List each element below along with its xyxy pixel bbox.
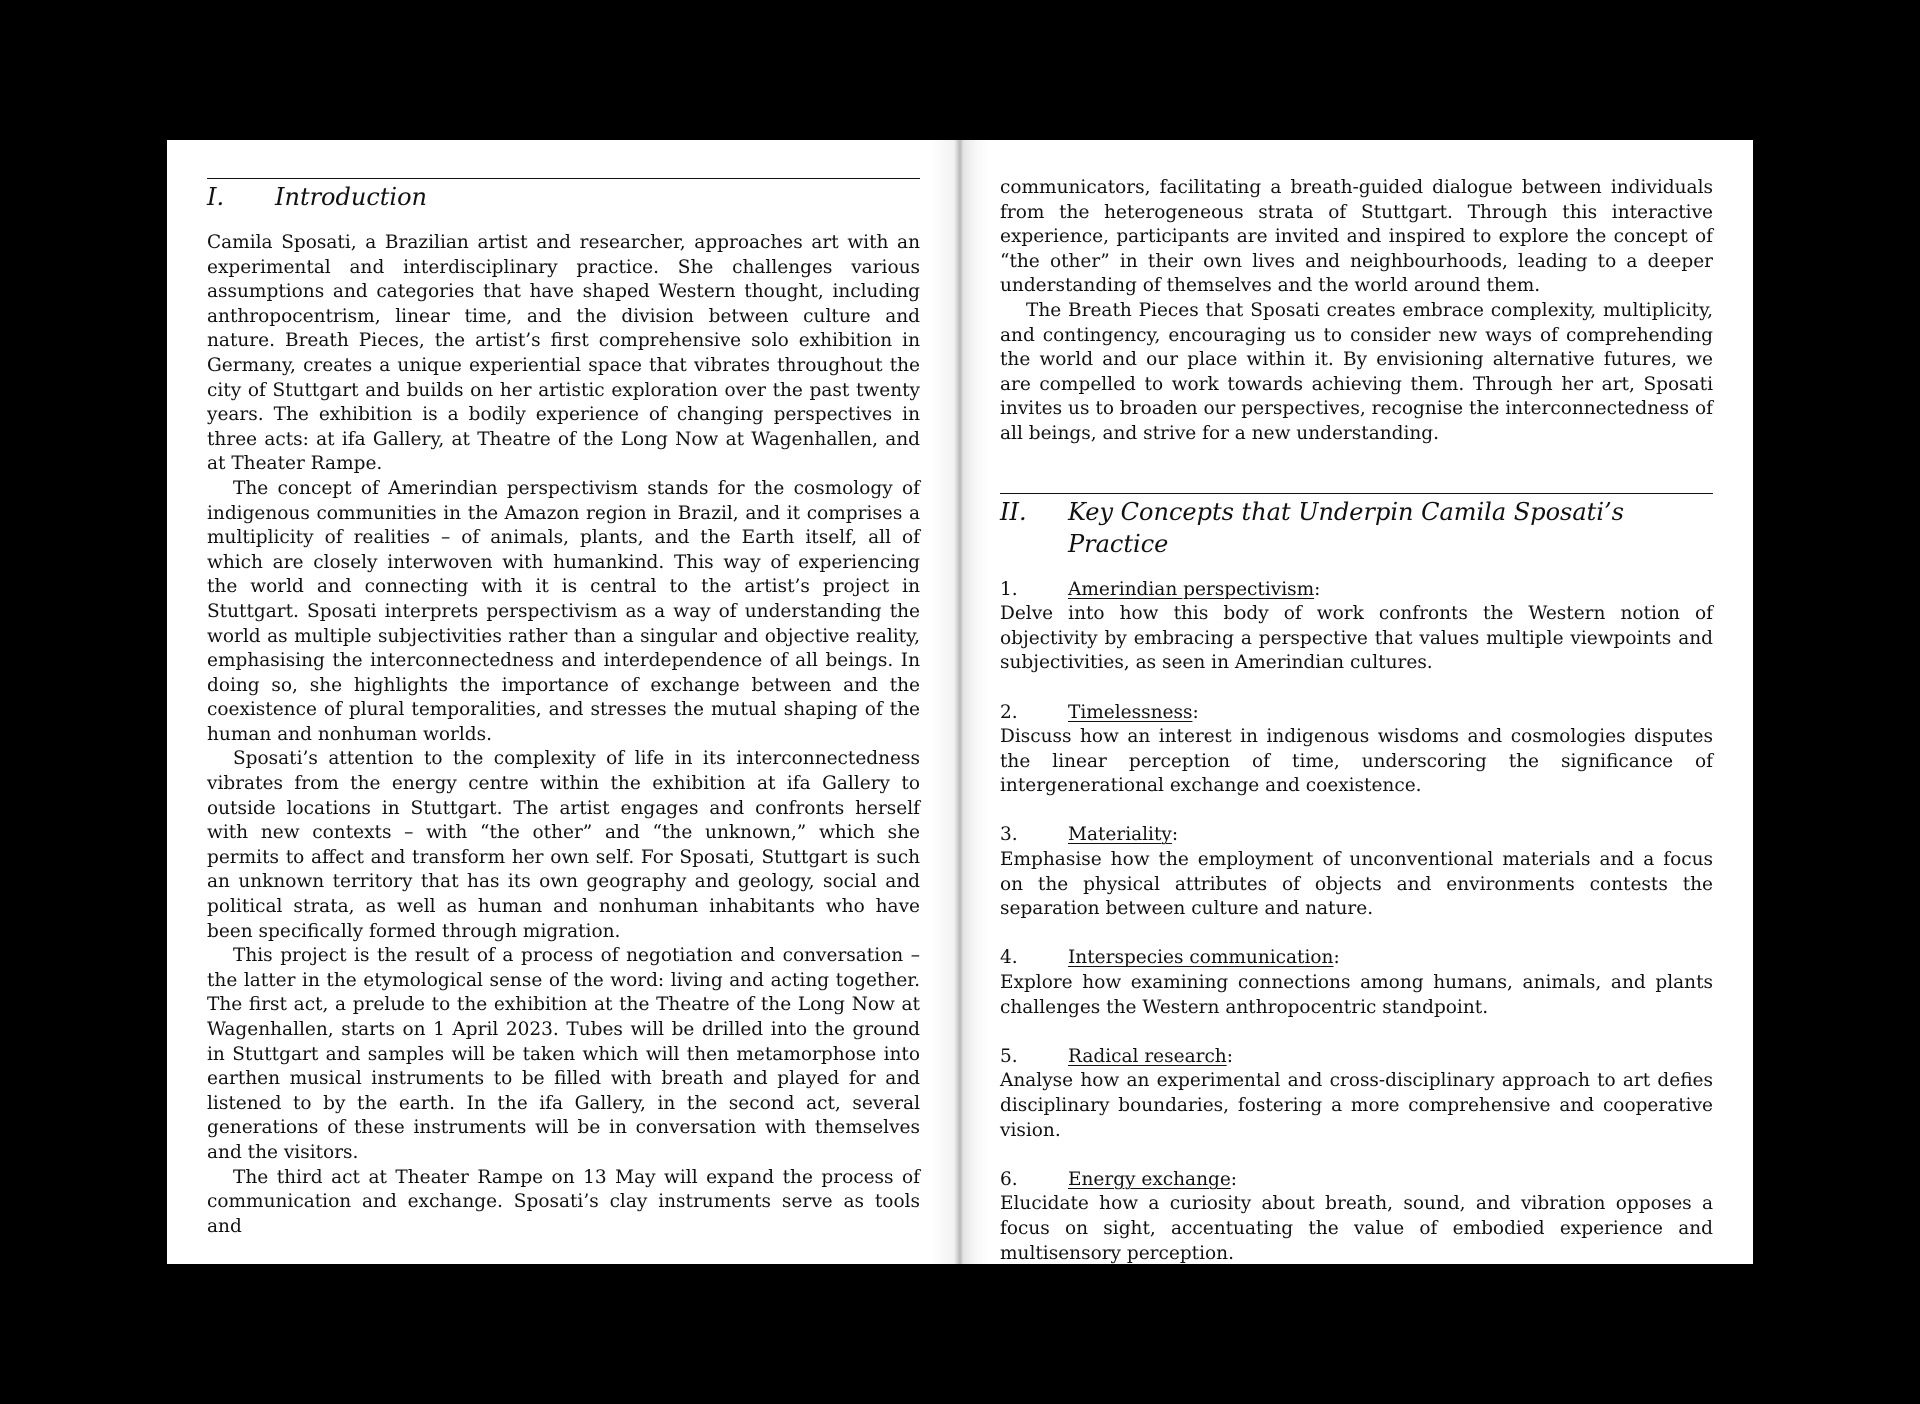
section-heading-introduction (207, 181, 920, 213)
concept-item (1000, 578, 1713, 676)
concept-text: Delve into how this body of work confronts the Western notion of objectivity by embracing a perspective that values multiple viewpoints and subjectivities, as seen in Amerindian cultures. (1000, 603, 1713, 674)
section-title: Key Concepts that Underpin Camila Sposati’s Practice (1068, 497, 1624, 558)
concept-text: Elucidate how a curiosity about breath, sound, and vibration opposes a focus on sight, accentuating the value of embodied experience and multisensory perception. (1000, 1193, 1713, 1264)
section-numeral: I. (207, 183, 225, 211)
paragraph: The concept of Amerindian perspectivism stands for the cosmology of indigenous communities in the Amazon region in Brazil, and it comprises a multiplicity of realities – of animals, plants, and the Earth itself, all of which are closely interwoven with humankind. This way of experiencing the world and connecting with it is central to the artist’s project in Stuttgart. Sposati interprets perspectivism as a way of understanding the world as multiple subjectivities rather than a singular and objective reality, emphasising the interconnectedness and interdependence of all beings. In doing so, she highlights the importance of exchange between and the coexistence of plural temporalities, and stresses the mutual shaping of the human and nonhuman worlds. (207, 477, 920, 745)
concept-item (1000, 823, 1713, 921)
concept-text: Discuss how an interest in indigenous wisdoms and cosmologies disputes the linear perception of time, underscoring the significance of intergenerational exchange and coexistence. (1000, 726, 1713, 797)
concept-number: 2. (1000, 701, 1018, 723)
paragraph: communicators, facilitating a breath-guided dialogue between individuals from the heterogeneous strata of Stuttgart. Through this interactive experience, participants are invited and inspired to explore the concept of “the other” in their own lives and neighbourhoods, leading to a deeper understanding of themselves and the world around them. (1000, 177, 1713, 297)
concept-text: Explore how examining connections among humans, animals, and plants challenges the Western anthropocentric standpoint. (1000, 972, 1713, 1018)
paragraph: Camila Sposati, a Brazilian artist and researcher, approaches art with an experimental and interdisciplinary practice. She challenges various assumptions and categories that have shaped Western thought, including anthropocentrism, linear time, and the division between culture and nature. Breath Pieces, the artist’s first comprehensive solo exhibition in Germany, creates a unique experiential space that vibrates throughout the city of Stuttgart and builds on her artistic exploration over the past twenty years. The exhibition is a bodily experience of changing perspectives in three acts: at ifa Gallery, at Theatre of the Long Now at Wagenhallen, and at Theater Rampe. (207, 232, 920, 475)
paragraph: The third act at Theater Rampe on 13 May will expand the process of communication and exchange. Sposati’s clay instruments serve as tools and (207, 1166, 920, 1237)
concept-item (1000, 1168, 1713, 1264)
concept-title: Timelessness (1068, 701, 1193, 723)
concept-title: Radical research (1068, 1045, 1227, 1067)
section-key-concepts (1000, 493, 1713, 1264)
concept-title: Amerindian perspectivism (1068, 578, 1315, 600)
right-page (960, 140, 1753, 1264)
paragraph: The Breath Pieces that Sposati creates embrace complexity, multiplicity, and contingency, encouraging us to consider new ways of comprehending the world and our place within it. By envisioning alternative futures, we are compelled to work towards achieving them. Through her art, Sposati invites us to broaden our perspectives, recognise the interconnectedness of all beings, and strive for a new understanding. (1000, 299, 1713, 444)
concept-number: 3. (1000, 824, 1018, 846)
concept-title: Materiality (1068, 824, 1172, 846)
concept-colon: : (1171, 824, 1179, 846)
concept-colon: : (1333, 947, 1340, 969)
section-numeral: II. (1000, 497, 1027, 526)
left-text-column (207, 178, 920, 1239)
paragraph: Sposati’s attention to the complexity of life in its interconnectedness vibrates from the energy centre within the exhibition at ifa Gallery to outside locations in Stuttgart. The artist engages and confronts herself with new contexts – with “the other” and “the unknown,” which she permits to affect and transform her own self. For Sposati, Stuttgart is such an unknown territory that has its own geography and geology, social and political strata, as well as human and nonhuman inhabitants who have been specifically formed through migration. (207, 748, 920, 942)
concept-title: Energy exchange (1068, 1168, 1231, 1190)
concept-heading (1000, 946, 1713, 971)
concept-heading (1000, 1168, 1713, 1193)
section-title: Introduction (275, 183, 427, 211)
concept-number: 1. (1000, 578, 1018, 600)
concept-colon: : (1226, 1045, 1233, 1067)
book-spread (167, 140, 1753, 1264)
concept-number: 6. (1000, 1168, 1018, 1190)
concept-item (1000, 701, 1713, 799)
concept-number: 5. (1000, 1045, 1018, 1067)
concept-item (1000, 1045, 1713, 1143)
concept-heading (1000, 1045, 1713, 1070)
section-heading-key-concepts (1000, 496, 1713, 560)
concept-number: 4. (1000, 947, 1018, 969)
concept-title: Interspecies communication (1068, 947, 1334, 969)
concept-colon: : (1230, 1168, 1238, 1190)
concept-text: Analyse how an experimental and cross-disciplinary approach to art defies disciplinary boundaries, fostering a more comprehensive and cooperative vision. (1000, 1070, 1713, 1141)
left-page (167, 140, 960, 1264)
introduction-continued (1000, 176, 1713, 447)
concept-heading (1000, 701, 1713, 726)
concept-heading (1000, 823, 1713, 848)
concept-list (1000, 578, 1713, 1264)
right-text-column (1000, 176, 1713, 1264)
paragraph: This project is the result of a process of negotiation and conversation – the latter in the etymological sense of the word: living and acting together. The first act, a prelude to the exhibition at the Theatre of the Long Now at Wagenhallen, starts on 1 April 2023. Tubes will be drilled into the ground in Stuttgart and samples will be taken which will then metamorphose into earthen musical instruments to be filled with breath and played for and listened to by the earth. In the ifa Gallery, in the second act, several generations of these instruments will be in conversation with themselves and the visitors. (207, 945, 920, 1163)
section-rule (1000, 493, 1713, 494)
introduction-body (207, 231, 920, 1239)
concept-text: Emphasise how the employment of unconventional materials and a focus on the physical attributes of objects and environments contests the separation between culture and nature. (1000, 849, 1713, 920)
concept-item (1000, 946, 1713, 1020)
concept-colon: : (1314, 578, 1321, 600)
concept-colon: : (1192, 701, 1199, 723)
section-rule (207, 178, 920, 179)
concept-heading (1000, 578, 1713, 603)
